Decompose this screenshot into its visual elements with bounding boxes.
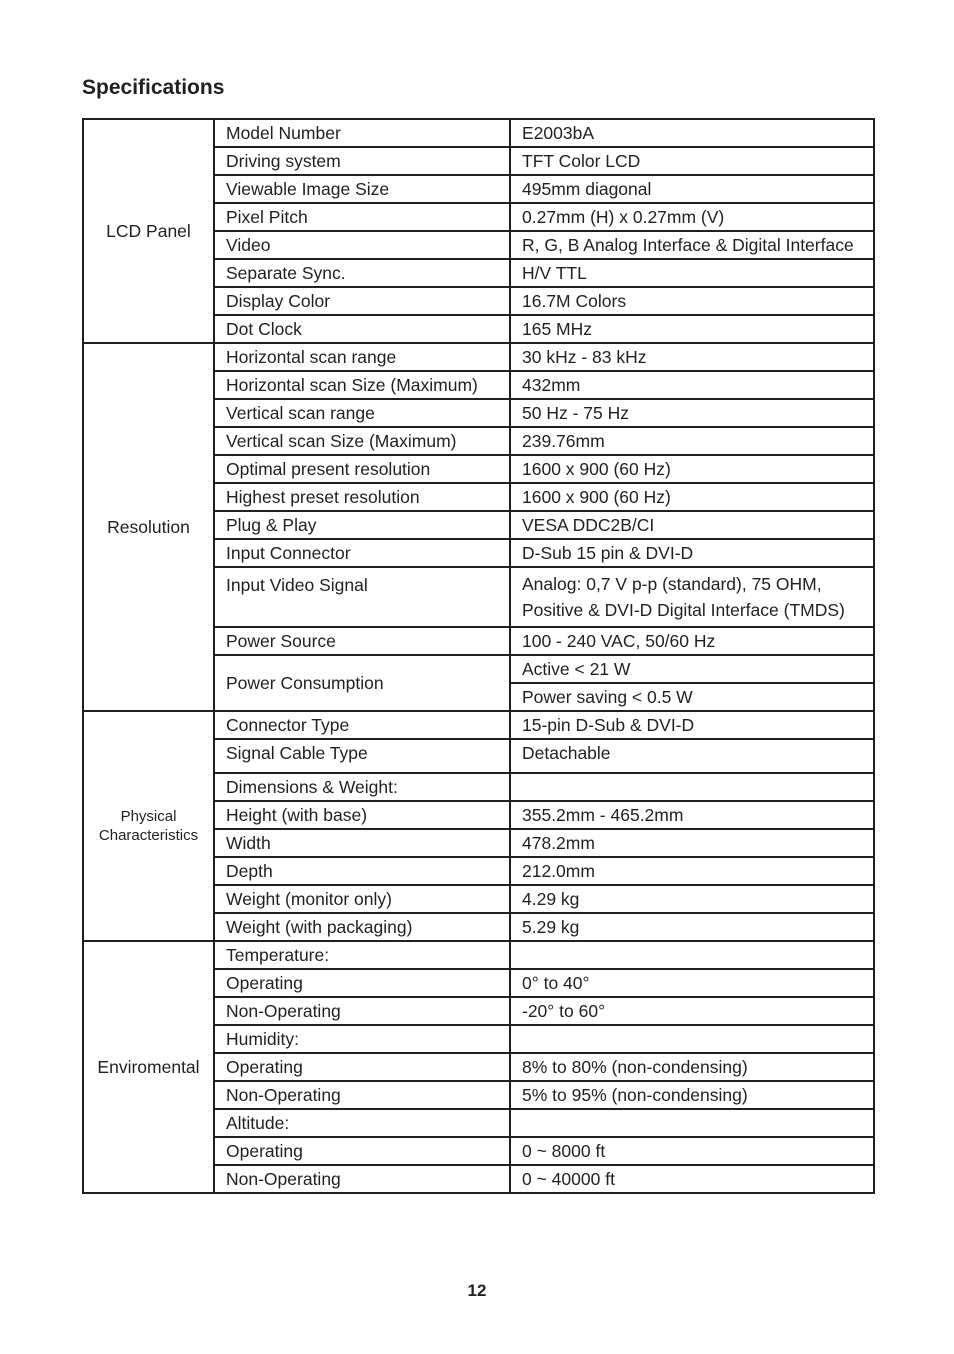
spec-value xyxy=(510,1109,874,1137)
spec-value: 15-pin D-Sub & DVI-D xyxy=(510,711,874,739)
spec-label: Altitude: xyxy=(214,1109,510,1137)
spec-label: Connector Type xyxy=(214,711,510,739)
spec-label: Vertical scan Size (Maximum) xyxy=(214,427,510,455)
spec-value: Active < 21 W xyxy=(510,655,874,683)
spec-label: Width xyxy=(214,829,510,857)
spec-label: Non-Operating xyxy=(214,997,510,1025)
spec-value xyxy=(510,773,874,801)
spec-value: 0 ~ 40000 ft xyxy=(510,1165,874,1193)
spec-label: Model Number xyxy=(214,119,510,147)
spec-label: Humidity: xyxy=(214,1025,510,1053)
table-row xyxy=(83,119,874,147)
spec-value: 0° to 40° xyxy=(510,969,874,997)
spec-value: VESA DDC2B/CI xyxy=(510,511,874,539)
spec-value: D-Sub 15 pin & DVI-D xyxy=(510,539,874,567)
spec-value: 239.76mm xyxy=(510,427,874,455)
spec-label: Pixel Pitch xyxy=(214,203,510,231)
specifications-table xyxy=(82,118,875,1194)
spec-label: Depth xyxy=(214,857,510,885)
spec-value: 4.29 kg xyxy=(510,885,874,913)
spec-value: 1600 x 900 (60 Hz) xyxy=(510,483,874,511)
spec-label: Driving system xyxy=(214,147,510,175)
spec-value: TFT Color LCD xyxy=(510,147,874,175)
spec-label: Non-Operating xyxy=(214,1081,510,1109)
section-label-physical-characteristics: Physical Characteristics xyxy=(83,711,214,941)
spec-label: Weight (monitor only) xyxy=(214,885,510,913)
spec-value: 50 Hz - 75 Hz xyxy=(510,399,874,427)
spec-value: Power saving < 0.5 W xyxy=(510,683,874,711)
spec-label: Vertical scan range xyxy=(214,399,510,427)
spec-value: 0.27mm (H) x 0.27mm (V) xyxy=(510,203,874,231)
spec-value: 495mm diagonal xyxy=(510,175,874,203)
section-label-lcd-panel: LCD Panel xyxy=(83,119,214,343)
page-number: 12 xyxy=(467,1281,487,1300)
section-label-resolution: Resolution xyxy=(83,343,214,711)
spec-label: Operating xyxy=(214,1137,510,1165)
spec-label: Dimensions & Weight: xyxy=(214,773,510,801)
spec-label: Separate Sync. xyxy=(214,259,510,287)
spec-value: 5% to 95% (non-condensing) xyxy=(510,1081,874,1109)
spec-label: Temperature: xyxy=(214,941,510,969)
spec-value: 212.0mm xyxy=(510,857,874,885)
spec-label: Height (with base) xyxy=(214,801,510,829)
spec-label: Highest preset resolution xyxy=(214,483,510,511)
spec-value: -20° to 60° xyxy=(510,997,874,1025)
spec-label: Horizontal scan range xyxy=(214,343,510,371)
table-row xyxy=(83,711,874,739)
spec-value: 5.29 kg xyxy=(510,913,874,941)
section-label-enviromental: Enviromental xyxy=(83,941,214,1193)
spec-value: 432mm xyxy=(510,371,874,399)
spec-value: E2003bA xyxy=(510,119,874,147)
spec-label: Operating xyxy=(214,1053,510,1081)
spec-value: 0 ~ 8000 ft xyxy=(510,1137,874,1165)
spec-label: Operating xyxy=(214,969,510,997)
spec-value: Detachable xyxy=(510,739,874,773)
spec-value: 355.2mm - 465.2mm xyxy=(510,801,874,829)
table-row xyxy=(83,343,874,371)
spec-value: 30 kHz - 83 kHz xyxy=(510,343,874,371)
spec-value xyxy=(510,941,874,969)
spec-label: Power Consumption xyxy=(214,655,510,711)
table-row xyxy=(83,941,874,969)
spec-value: 1600 x 900 (60 Hz) xyxy=(510,455,874,483)
spec-label: Power Source xyxy=(214,627,510,655)
spec-label: Optimal present resolution xyxy=(214,455,510,483)
spec-label: Dot Clock xyxy=(214,315,510,343)
spec-label: Viewable Image Size xyxy=(214,175,510,203)
spec-value: 16.7M Colors xyxy=(510,287,874,315)
spec-value: 100 - 240 VAC, 50/60 Hz xyxy=(510,627,874,655)
spec-label: Non-Operating xyxy=(214,1165,510,1193)
spec-value: 478.2mm xyxy=(510,829,874,857)
spec-value xyxy=(510,1025,874,1053)
spec-label: Signal Cable Type xyxy=(214,739,510,773)
spec-value: 8% to 80% (non-condensing) xyxy=(510,1053,874,1081)
spec-label: Plug & Play xyxy=(214,511,510,539)
spec-value: 165 MHz xyxy=(510,315,874,343)
spec-label: Video xyxy=(214,231,510,259)
spec-label: Horizontal scan Size (Maximum) xyxy=(214,371,510,399)
spec-label: Input Video Signal xyxy=(214,567,510,627)
spec-value: R, G, B Analog Interface & Digital Interface xyxy=(510,231,874,259)
spec-label: Input Connector xyxy=(214,539,510,567)
spec-label: Display Color xyxy=(214,287,510,315)
spec-value: H/V TTL xyxy=(510,259,874,287)
spec-value-multiline: Analog: 0,7 V p-p (standard), 75 OHM, Positive & DVI-D Digital Interface (TMDS) xyxy=(510,567,874,627)
spec-label: Weight (with packaging) xyxy=(214,913,510,941)
page-title: Specifications xyxy=(82,76,225,99)
